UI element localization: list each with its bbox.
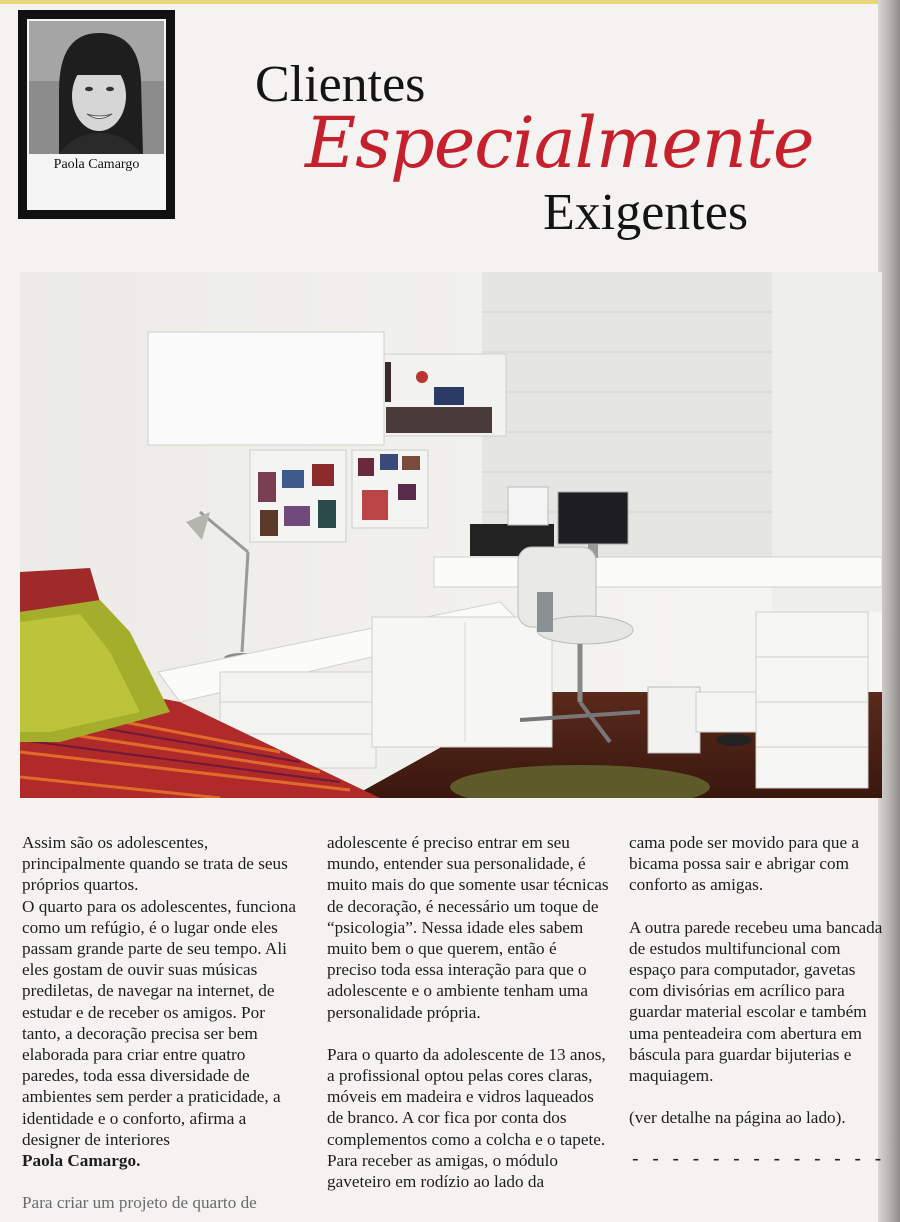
profile-name: Paola Camargo	[53, 157, 140, 172]
profile-photo-inner	[27, 19, 166, 210]
article-author: Paola Camargo.	[22, 1151, 141, 1171]
article-paragraph: Para criar um projeto de quarto de	[22, 1193, 257, 1213]
see-detail-note: (ver detalhe na página ao lado).	[629, 1108, 846, 1128]
dashed-divider: - - - - - - - - - - - - -	[632, 1148, 886, 1170]
paragraph-gap	[629, 1086, 887, 1107]
article-paragraph: O quarto para os adolescentes, funciona como um refúgio, é o lugar onde eles passam grande parte de seu tempo. Ali eles gostam de ouvir suas músicas prediletas, de navegar na internet, de estudar e de receber os amigos. Por tanto, a decoração precisa ser bem elaborada para criar entre quatro paredes, toda essa diversidade de ambientes sem perder a praticidade, a identidade e o conforto, afirma a designer de interiores	[22, 896, 296, 1149]
paragraph-gap	[22, 1171, 302, 1192]
article-paragraph: Assim são os adolescentes, principalmente quando se trata de seus próprios quartos.	[22, 833, 288, 895]
portrait-image	[29, 21, 164, 154]
title-line-1: Clientes	[255, 56, 426, 113]
title-line-2: Especialmente	[305, 102, 814, 184]
article-paragraph: adolescente é preciso entrar em seu mundo, entender sua personalidade, é muito mais do que somente usar técnicas de decoração, é necessário um toque de “psicologia”. Nessa idade eles sabem muito bem o que querem, então é preciso toda essa interação para que o adolescente e o ambiente tenham uma personalidade própria.	[327, 833, 609, 1022]
profile-photo-frame	[18, 10, 175, 219]
title-line-3: Exigentes	[543, 184, 749, 241]
article-column-3	[629, 832, 887, 1128]
paragraph-gap	[629, 896, 887, 917]
page-edge-top	[0, 0, 900, 4]
article-paragraph: A outra parede recebeu uma bancada de estudos multifuncional com espaço para computador, gavetas com divisórias em acrílico para guardar material escolar e também uma penteadeira com abertura em báscula para guardar bijuterias e maquiagem.	[629, 917, 883, 1086]
paragraph-gap	[327, 1023, 609, 1044]
article-column-1	[22, 832, 302, 1213]
article-paragraph: Para o quarto da adolescente de 13 anos, a profissional optou pelas cores claras, móveis em madeira e vidros laqueados de branco. A cor fica por conta dos complementos como a colcha e o tapete. Para receber as amigas, o módulo gaveteiro em rodízio ao lado da	[327, 1044, 606, 1192]
article-column-2	[327, 832, 609, 1192]
article-paragraph: cama pode ser movido para que a bicama possa sair e abrigar com conforto as amigas.	[629, 833, 860, 895]
bedroom-photo	[20, 272, 882, 798]
